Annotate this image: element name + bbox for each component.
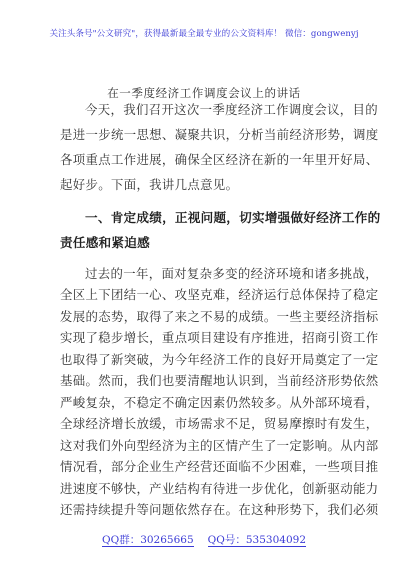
intro-line: 是进一步统一思想、凝聚共识，分析当前经济形势，调度 [60, 127, 379, 142]
body-line: 实现了稳步增长，重点项目建设有序推进，招商引资工作 [60, 330, 379, 345]
qq-number-link[interactable]: QQ号：535304092 [207, 534, 306, 546]
intro-line: 起好步。下面，我讲几点意见。 [60, 177, 239, 192]
body-line: 过去的一年，面对复杂多变的经济环境和诸多挑战， [85, 266, 379, 281]
header-banner: 关注头条号"公文研究"，获得最新最全最专业的公文资料库！ 微信：gongwenyj [49, 29, 359, 39]
body-line: 也取得了新突破，为今年经济工作的良好开局奠定了一定 [60, 352, 379, 367]
body-line: 发展的态势，取得了来之不易的成绩。一些主要经济指标 [60, 309, 379, 324]
body-line: 全球经济增长放缓，市场需求不足，贸易摩擦时有发生， [60, 416, 379, 431]
body-line: 进速度不够快，产业结构有待进一步优化，创新驱动能力 [60, 481, 379, 496]
qq-group-link[interactable]: QQ群：30265665 [101, 534, 194, 546]
body-line: 严峻复杂，不稳定不确定因素仍然较多。从外部环境看， [60, 395, 379, 410]
document-title: 在一季度经济工作调度会议上的讲话 [107, 86, 301, 100]
section-heading: 责任感和紧迫感 [60, 235, 150, 250]
body-line: 情况看，部分企业生产经营还面临不少困难，一些项目推 [60, 459, 379, 474]
section-heading: 一、肯定成绩，正视问题，切实增强做好经济工作的 [85, 210, 381, 225]
body-line: 基础。然而，我们也要清醒地认识到，当前经济形势依然 [60, 373, 379, 388]
footer [0, 534, 408, 547]
body-line: 全区上下团结一心、攻坚克难，经济运行总体保持了稳定 [60, 287, 379, 302]
intro-line: 今天，我们召开这次一季度经济工作调度会议，目的 [85, 102, 379, 117]
intro-line: 各项重点工作进展，确保全区经济在新的一年里开好局、 [60, 152, 379, 167]
body-line: 还需持续提升等问题依然存在。在这种形势下，我们必须 [60, 502, 379, 517]
body-line: 这对我们外向型经济为主的区情产生了一定影响。从内部 [60, 438, 379, 453]
